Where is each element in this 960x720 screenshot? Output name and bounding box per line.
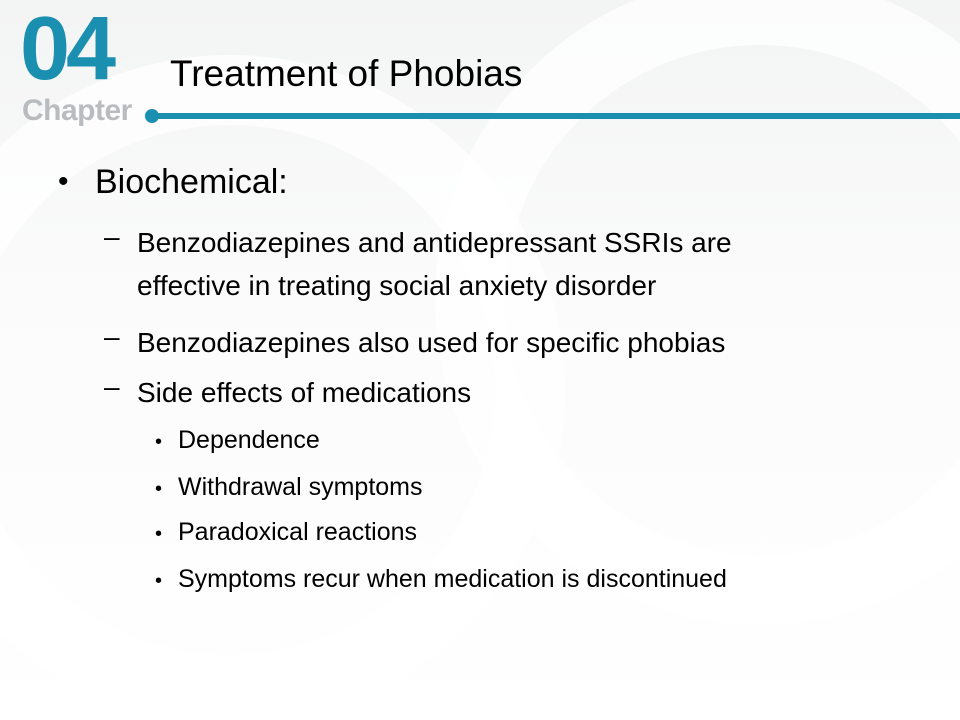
side-effect-item: Dependence bbox=[178, 426, 320, 454]
sub-item-ssri bbox=[137, 221, 732, 307]
sub-item-specific-phobias: Benzodiazepines also used for specific phobias bbox=[137, 327, 726, 358]
sub-item-ssri-line2: effective in treating social anxiety disorder bbox=[137, 270, 657, 301]
dash-bullet: – bbox=[104, 321, 120, 352]
side-effect-item: Symptoms recur when medication is discontinued bbox=[178, 565, 727, 593]
bullet-l3: • bbox=[155, 570, 163, 592]
dash-bullet: – bbox=[104, 221, 120, 252]
chapter-label: Chapter bbox=[22, 94, 132, 127]
dash-bullet: – bbox=[104, 371, 120, 402]
side-effect-item: Withdrawal symptoms bbox=[178, 473, 423, 501]
bullet-l3: • bbox=[155, 431, 163, 453]
bullet-l3: • bbox=[155, 478, 163, 500]
side-effect-item: Paradoxical reactions bbox=[178, 518, 418, 546]
sub-item-side-effects: Side effects of medications bbox=[137, 377, 472, 408]
sub-item-ssri-line1: Benzodiazepines and antidepressant SSRIs are bbox=[137, 227, 732, 258]
heading-biochemical: Biochemical: bbox=[95, 163, 288, 201]
bullet-l3: • bbox=[155, 523, 163, 545]
bullet-l1: • bbox=[58, 165, 69, 198]
chapter-number: 04 bbox=[20, 0, 113, 99]
slide-title: Treatment of Phobias bbox=[170, 53, 523, 94]
